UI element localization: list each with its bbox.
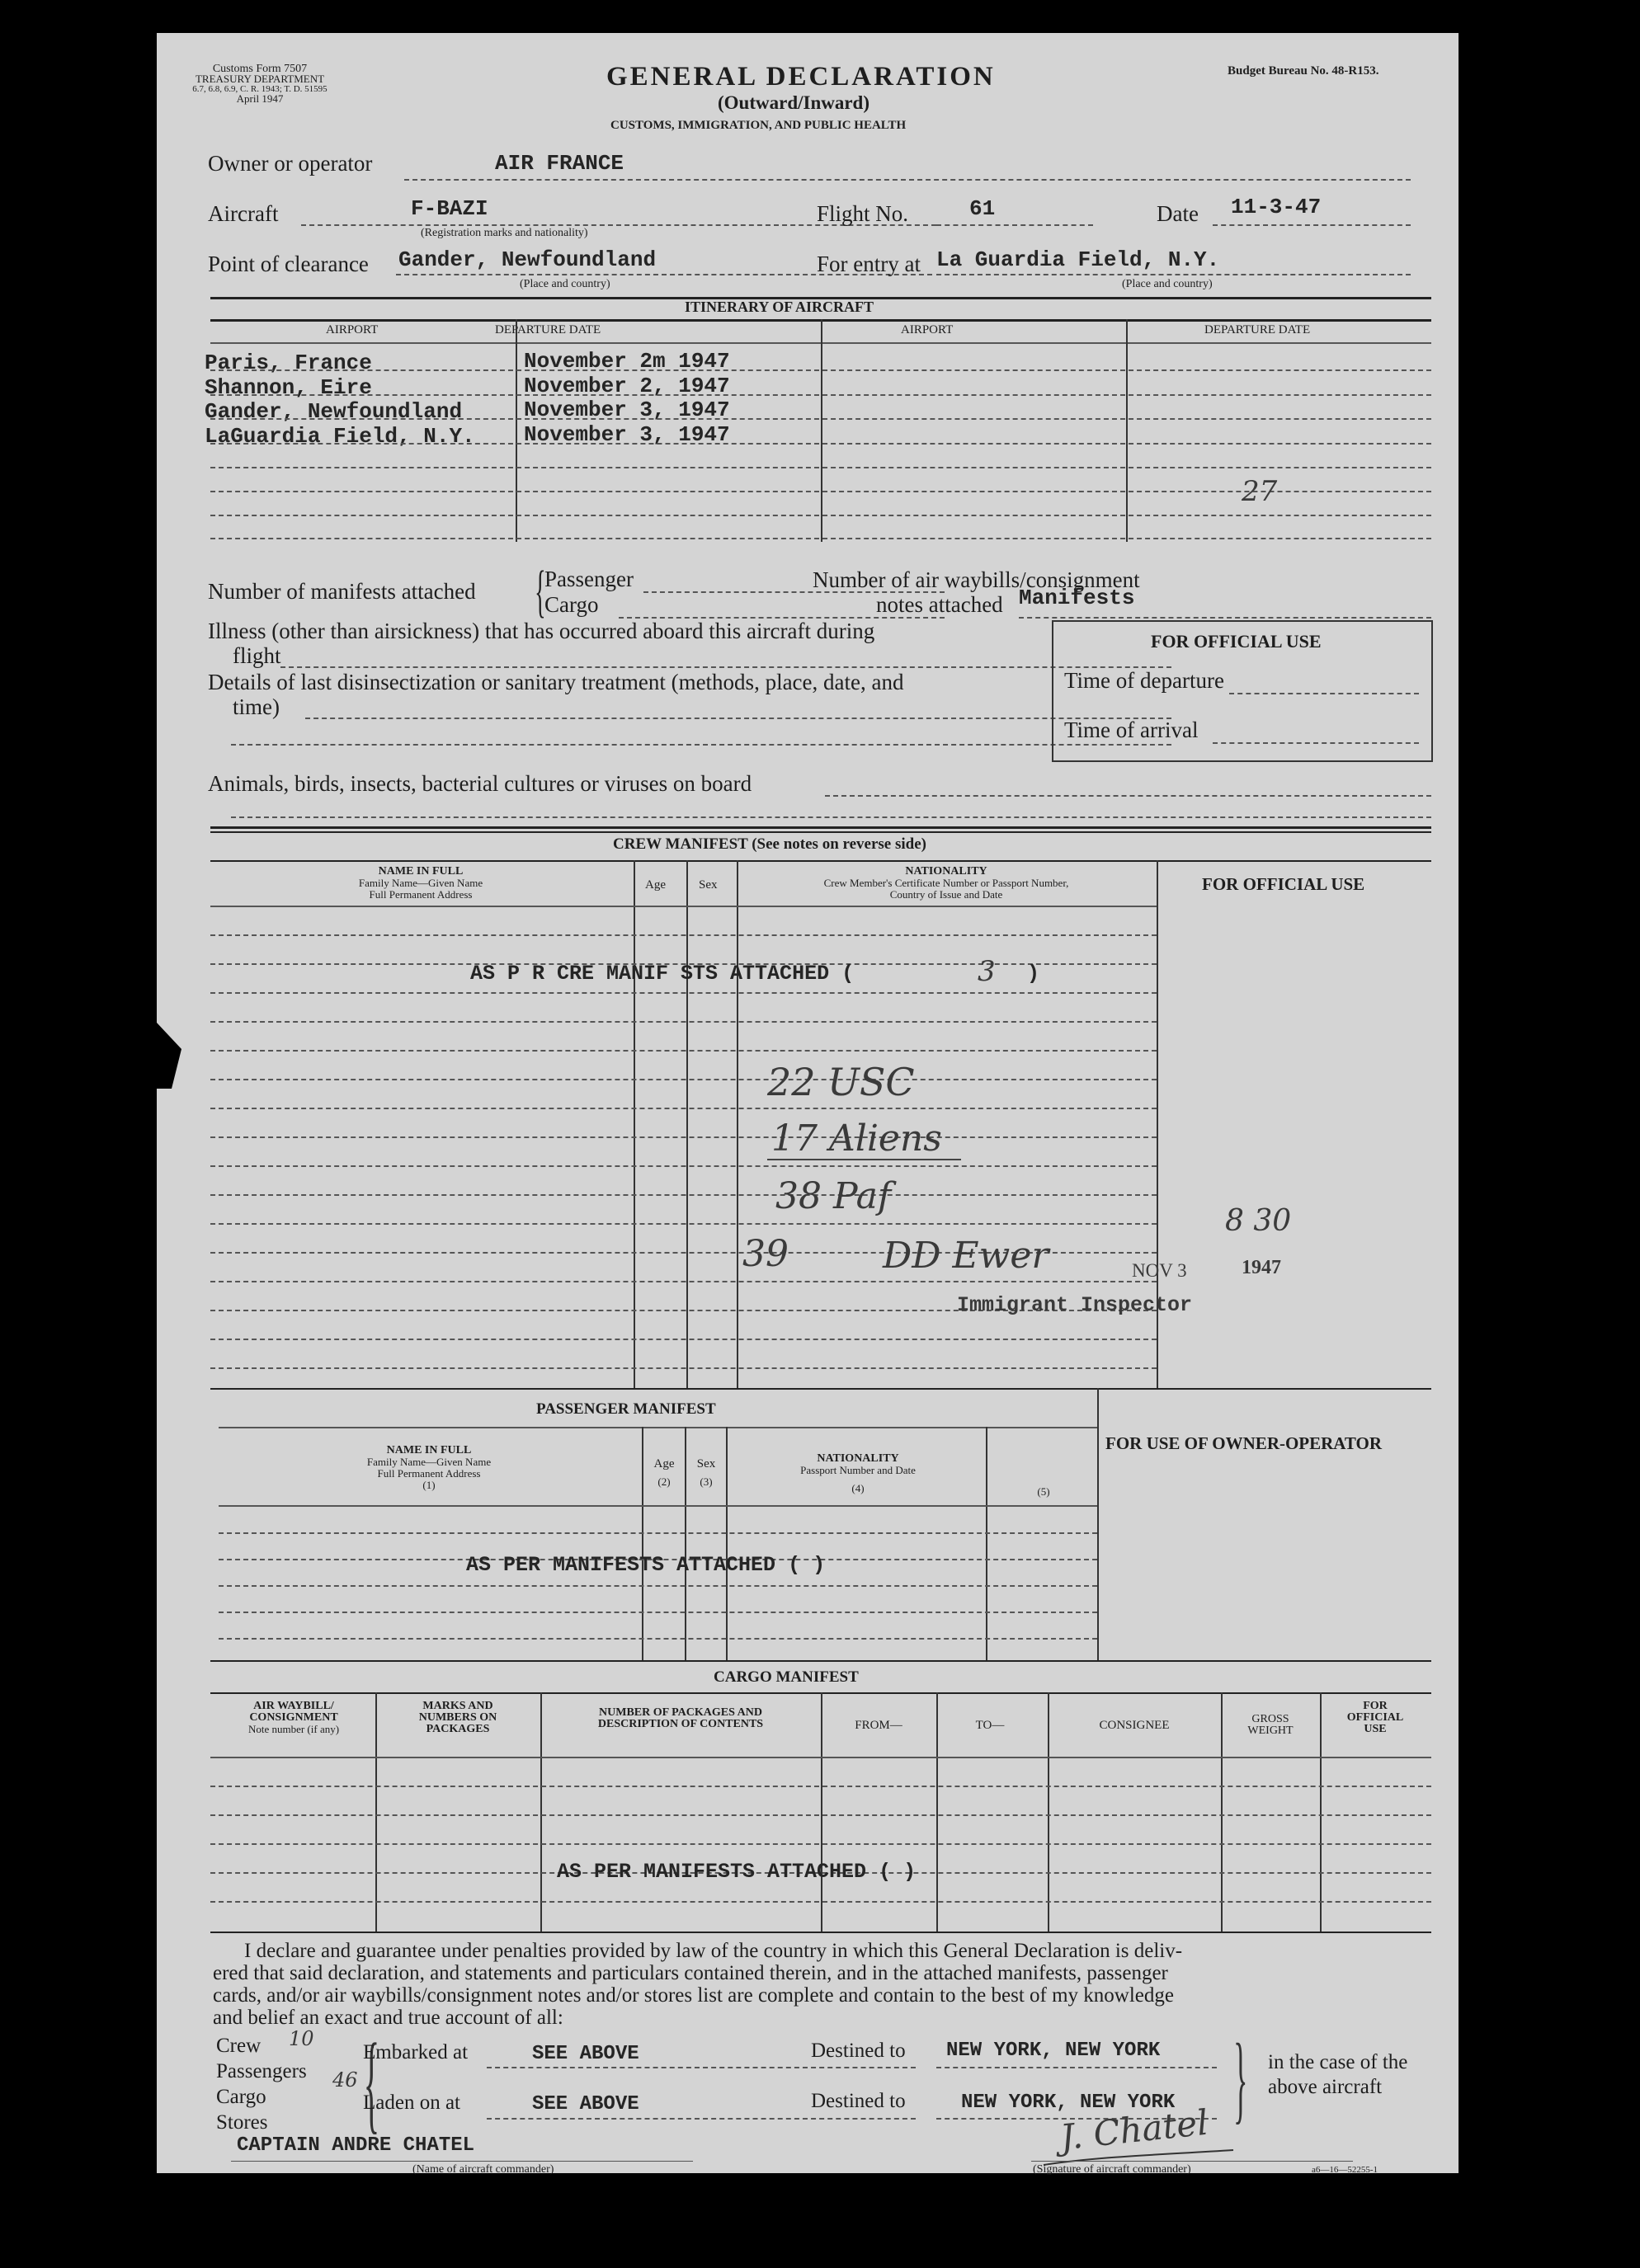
crew-col-name-line: Full Permanent Address (369, 888, 473, 901)
manifests-passenger: Passenger (544, 567, 634, 591)
declaration-line: and belief an exact and true account of all: (213, 2007, 563, 2029)
aircraft-label: Aircraft (208, 201, 279, 226)
declaration-line: ered that said declaration, and statements and particulars contained therein, and in the attached manifests, passenger (213, 1962, 1168, 1984)
manifests-cargo: Cargo (544, 592, 599, 617)
cargo-col-to: TO— (975, 1719, 1005, 1732)
itinerary-col-date: DEPARTURE DATE (495, 323, 601, 336)
stamp-time: 8 30 (1225, 1204, 1292, 1238)
cargo-col-line: MARKS AND (422, 1700, 493, 1712)
decl-passenger-count: 46 (332, 2068, 358, 2092)
cargo-col-line: NUMBERS ON (418, 1711, 497, 1724)
notes-attached-value: Manifests (1019, 586, 1135, 610)
passenger-col-nat-line: Passport Number and Date (800, 1464, 916, 1476)
passenger-col-age-line: (2) (657, 1475, 671, 1488)
crew-entry-close: ) (1027, 962, 1040, 986)
form-subtitle-2: CUSTOMS, IMMIGRATION, AND PUBLIC HEALTH (610, 119, 907, 132)
declaration-form: Customs Form 7507 TREASURY DEPARTMENT 6.7, 6.8, 6.9, C. R. 1943; T. D. 51595 April 1947 GENERAL DECLARATION (Outward/Inward) CUSTOMS, IMMIGRATION, AND PUBLIC HEALTH Budget Bureau No. 48-R153. Owner or operator AIR FRANCE Aircraft F-BAZI (Registration marks and nationality) Flight No. 61 Date 11-3-47 Point of clearance Gander, Newfoundland (Place and country) For entry at La Guardia Field, N.Y. (Place and country) ITINERARY OF AIRCRAFT AIRPORT DEPARTURE DATE AIRPORT DEPARTURE DATE Paris, France November 2m 1947 Shannon, Eire November 2, 1947 Gander, Newfoundland November 3, 1947 LaGuardia Field, N.Y. November 3, 1947 27 Number of manifests attached { Passenger Cargo Number of air waybills/consignment notes attached Manifests Illness (other than airsickness) that has occurred aboard this aircraft during flight Details of last disinsectization or sanitary treatment (methods, place, date, and time) FOR OFFICIAL USE Time of departure Time of arrival Animals, birds, insects, bacterial cultures or viruses on board CREW MANIFEST (See notes on reverse side) NAME IN FULL Family Name—Given Name Full Permanent Address Age Sex NATIONALITY Crew Member's Certificate Number or Passport Number, Country of Issue and Date FOR OFFICIAL USE AS P R CRE MANIF STS ATTACHED ( 3 ) 22 USC 17 Aliens 38 Paf 39 DD Ewer 8 30 NOV 3 1947 Immigrant Inspector PASSENGER MANIFEST FOR USE OF OWNER-OPERATOR NAME IN FULL Family Name—Given Name Full Permanent Address (1) Age (2) Sex (3) NATIONALITY Passport Number and Date (4) (5) AS PER MANIFESTS ATTACHED ( ) CARGO MANIFEST AIR WAYBILL/ CONSIGNMENT Note number (if any) MARKS AND NUMBERS ON PACKAGES NUMBER OF PACKAGES AND DESCRIPTION OF CONTENTS FROM— TO— CONSIGNEE GROSS WEIGHT FOR OFFICIAL USE AS PER MANIFESTS ATTACHED ( ) I declare and guarantee under penalties provided by law of the country in which this General Declaration is deliv- ered that said declaration, and statements and particulars contained therein, and in the attached manifests, passenger cards, and/or air waybills/consignment notes and/or stores list are complete and contain to the best of my knowledge and belief an exact and true account of all: Crew Passengers Cargo Stores 10 46 { Embarked at SEE ABOVE Laden on at SEE ABOVE Destined to NEW YORK, NEW YORK Destined to NEW YORK, NEW YORK } in the case of the above aircraft CAPTAIN ANDRE CHATEL (Name of aircraft commander) J. Chatel (Signature of aircraft commander) a6—16—52255-1 (157, 33, 1459, 2173)
crew-note-signature: DD Ewer (883, 1235, 1049, 1277)
cargo-title: CARGO MANIFEST (714, 1668, 859, 1686)
passenger-col-sex-line: Sex (696, 1457, 716, 1470)
flight-label: Flight No. (817, 201, 909, 226)
crew-note-usc: 22 USC (767, 1060, 915, 1104)
embarked-label: Embarked at (363, 2041, 469, 2063)
cargo-col-line: GROSS (1251, 1713, 1289, 1725)
cargo-col-line: OFFICIAL (1346, 1711, 1404, 1724)
cargo-col-line: Note number (if any) (247, 1723, 340, 1735)
clearance-label: Point of clearance (208, 252, 369, 276)
cargo-col-waybill (214, 1701, 373, 1735)
crew-col-nat-line: Country of Issue and Date (889, 888, 1003, 901)
manifests-label: Number of manifests attached (208, 579, 476, 604)
cargo-col-line: FOR (1363, 1700, 1388, 1712)
budget-number: Budget Bureau No. 48-R153. (1228, 64, 1379, 78)
print-code: a6—16—52255-1 (1312, 2165, 1378, 2175)
dest2-label: Destined to (811, 2090, 906, 2112)
entry-label: For entry at (817, 252, 921, 276)
cargo-col-packages (544, 1707, 817, 1730)
passenger-col-5: (5) (1037, 1485, 1050, 1498)
decl-crew-label: Crew (216, 2035, 262, 2057)
crew-col-name (256, 866, 586, 901)
cargo-col-weight (1225, 1714, 1316, 1737)
itinerary-date: November 3, 1947 (524, 398, 730, 422)
decl-cargo-label: Cargo (216, 2086, 266, 2108)
decl-crew-count: 10 (289, 2027, 314, 2050)
notes-attached-label: notes attached (876, 592, 1003, 617)
passenger-col-nat-line: NATIONALITY (817, 1452, 899, 1465)
departure-time-label: Time of departure (1064, 668, 1224, 693)
animals-label: Animals, birds, insects, bacterial cultures or viruses on board (208, 771, 752, 796)
cargo-col-line: WEIGHT (1247, 1725, 1294, 1737)
cargo-col-line: USE (1364, 1723, 1387, 1735)
cargo-col-consignee: CONSIGNEE (1099, 1719, 1170, 1732)
crew-col-sex: Sex (699, 878, 718, 892)
case-line-1: in the case of the (1268, 2051, 1408, 2073)
crew-col-nat-line: Crew Member's Certificate Number or Passport Number, (823, 877, 1069, 889)
disinsect-label: Details of last disinsectization or sanitary treatment (methods, place, date, and (208, 670, 904, 694)
itinerary-col-airport: AIRPORT (326, 323, 379, 336)
passenger-col-name (264, 1445, 594, 1491)
stamp-date: NOV 3 (1132, 1260, 1187, 1281)
dest1-value: NEW YORK, NEW YORK (946, 2040, 1161, 2062)
itinerary-title: ITINERARY OF AIRCRAFT (685, 299, 874, 315)
official-use-title: FOR OFFICIAL USE (1151, 631, 1322, 652)
owner-label: Owner or operator (208, 151, 373, 176)
crew-note-total: 39 (742, 1233, 789, 1275)
cargo-entry: AS PER MANIFESTS ATTACHED ( ) (557, 1860, 917, 1884)
itinerary-date: November 2, 1947 (524, 374, 730, 398)
passenger-col-name-line: Family Name—Given Name (366, 1456, 492, 1468)
passenger-title: PASSENGER MANIFEST (536, 1400, 716, 1418)
passenger-col-sex (686, 1458, 726, 1488)
itinerary-airport: Shannon, Eire (205, 375, 372, 400)
flight-value: 61 (969, 196, 996, 221)
cargo-col-line: DESCRIPTION OF CONTENTS (597, 1718, 764, 1730)
crew-col-nationality (744, 866, 1148, 901)
cargo-col-from: FROM— (855, 1719, 902, 1732)
crew-entry-count: 3 (978, 955, 996, 988)
crew-col-age: Age (645, 878, 666, 892)
passenger-col-owner: FOR USE OF OWNER-OPERATOR (1105, 1433, 1383, 1453)
place-note: (Place and country) (520, 278, 610, 290)
passenger-col-nationality (734, 1453, 982, 1494)
itinerary-airport: Gander, Newfoundland (205, 399, 463, 424)
commander-note: (Name of aircraft commander) (412, 2163, 554, 2176)
laden-label: Laden on at (363, 2092, 461, 2114)
dest1-label: Destined to (811, 2040, 906, 2062)
passenger-col-name-line: Full Permanent Address (377, 1467, 481, 1480)
form-id-block (177, 64, 342, 104)
crew-title: CREW MANIFEST (See notes on reverse side) (613, 835, 926, 853)
commander-signature: J. Chatel (1058, 2101, 1210, 2158)
passenger-col-name-line: (1) (422, 1479, 436, 1491)
owner-value: AIR FRANCE (495, 151, 624, 176)
passenger-entry: AS PER MANIFESTS ATTACHED ( ) (466, 1553, 826, 1577)
date-label: Date (1157, 201, 1199, 226)
place-note-2: (Place and country) (1122, 278, 1213, 290)
stamp-year: 1947 (1242, 1257, 1281, 1278)
passenger-col-sex-line: (3) (700, 1475, 713, 1488)
itinerary-handwritten-note: 27 (1242, 475, 1278, 508)
itinerary-date: November 2m 1947 (524, 349, 730, 374)
form-id-line: April 1947 (236, 92, 284, 105)
itinerary-airport: LaGuardia Field, N.Y. (205, 424, 475, 449)
passenger-col-age-line: Age (653, 1457, 675, 1470)
itinerary-col-airport-2: AIRPORT (901, 323, 954, 336)
itinerary-col-date-2: DEPARTURE DATE (1204, 323, 1311, 336)
signature-note: (Signature of aircraft commander) (1033, 2163, 1191, 2176)
illness-label: Illness (other than airsickness) that has occurred aboard this aircraft during (208, 619, 875, 643)
crew-col-nat-line: NATIONALITY (905, 865, 987, 878)
form-id-line: Customs Form 7507 (212, 63, 308, 75)
crew-col-official: FOR OFFICIAL USE (1202, 874, 1365, 894)
entry-value: La Guardia Field, N.Y. (936, 247, 1220, 272)
decl-stores-label: Stores (216, 2111, 268, 2134)
itinerary-airport: Paris, France (205, 351, 372, 375)
crew-col-name-line: Family Name—Given Name (358, 877, 483, 889)
form-id-line: 6.7, 6.8, 6.9, C. R. 1943; T. D. 51595 (192, 84, 328, 94)
embarked-value: SEE ABOVE (532, 2043, 639, 2065)
crew-note-aliens: 17 Aliens (771, 1118, 942, 1160)
registration-note: (Registration marks and nationality) (421, 227, 588, 239)
declaration-text (213, 1940, 1182, 2029)
decl-passengers-label: Passengers (216, 2060, 307, 2082)
form-subtitle: (Outward/Inward) (718, 92, 870, 113)
form-id-line: TREASURY DEPARTMENT (195, 73, 325, 85)
passenger-col-nat-line: (4) (851, 1482, 865, 1494)
passenger-col-name-line: NAME IN FULL (386, 1444, 472, 1456)
dest2-value: NEW YORK, NEW YORK (961, 2092, 1176, 2114)
clearance-value: Gander, Newfoundland (398, 247, 657, 272)
cargo-col-line: AIR WAYBILL/ (253, 1700, 334, 1712)
cargo-col-line: CONSIGNMENT (249, 1711, 338, 1724)
stamp-title: Immigrant Inspector (957, 1293, 1193, 1317)
date-value: 11-3-47 (1231, 195, 1322, 219)
declaration-line: I declare and guarantee under penalties provided by law of the country in which this General Declaration is deliv- (244, 1940, 1183, 1962)
cargo-col-marks (379, 1701, 536, 1735)
declaration-line: cards, and/or air waybills/consignment notes and/or stores list are complete and contain to the best of my knowledge (213, 1984, 1174, 2007)
case-line-2: above aircraft (1268, 2076, 1383, 2098)
cargo-col-official (1322, 1701, 1429, 1735)
form-title: GENERAL DECLARATION (606, 62, 996, 92)
passenger-col-age (643, 1458, 685, 1488)
cargo-col-line: NUMBER OF PACKAGES AND (599, 1706, 762, 1719)
crew-entry: AS P R CRE MANIF STS ATTACHED ( (470, 962, 855, 986)
aircraft-value: F-BAZI (411, 196, 488, 221)
laden-value: SEE ABOVE (532, 2093, 639, 2115)
arrival-time-label: Time of arrival (1064, 718, 1199, 742)
commander-name: CAPTAIN ANDRE CHATEL (237, 2134, 475, 2157)
itinerary-date: November 3, 1947 (524, 422, 730, 447)
waybills-label: Number of air waybills/consignment (813, 567, 1140, 592)
crew-col-name-line: NAME IN FULL (378, 865, 464, 878)
cargo-col-line: PACKAGES (426, 1723, 490, 1735)
illness-label-2: flight (233, 643, 281, 668)
crew-note-paf: 38 Paf (775, 1175, 892, 1217)
disinsect-label-2: time) (233, 694, 280, 719)
